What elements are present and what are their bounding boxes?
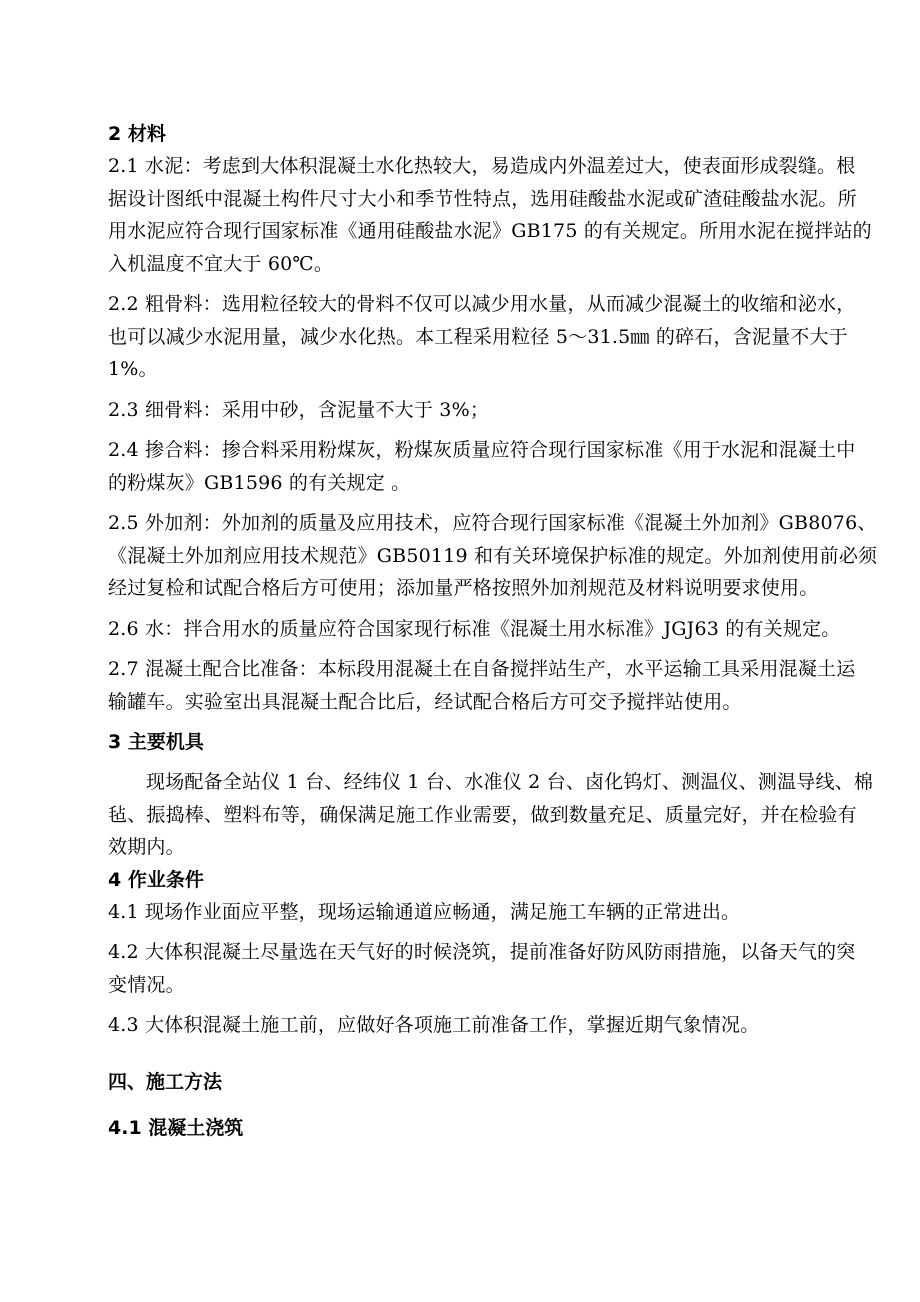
text-line: 变情况。	[108, 973, 185, 996]
text-line: 2.5 外加剂：外加剂的质量及应用技术，应符合现行国家标准《混凝土外加剂》GB8076、	[108, 512, 877, 534]
text-line: 的粉煤灰》GB1596 的有关规定 。	[108, 471, 411, 494]
paragraph-additive	[108, 507, 878, 605]
text-line: 据设计图纸中混凝土构件尺寸大小和季节性特点，选用硅酸盐水泥或矿渣硅酸盐水泥。所	[108, 187, 857, 210]
paragraph-admixture	[108, 434, 856, 499]
paragraph-condition-1	[108, 896, 832, 929]
paragraph-water	[108, 613, 841, 646]
section-heading-materials: 2 材料	[108, 123, 166, 145]
text-line: 4.1 现场作业面应平整，现场运输通道应畅通，满足施工车辆的正常进出。	[108, 900, 741, 923]
paragraph-equipment	[108, 766, 874, 864]
text-line: 用水泥应符合现行国家标准《通用硅酸盐水泥》GB175 的有关规定。所用水泥在搅拌站的	[108, 220, 872, 242]
text-line: 2.3 细骨料：采用中砂，含泥量不大于 3%；	[108, 398, 490, 421]
text-line: 入机温度不宜大于 60℃。	[108, 252, 334, 275]
document-page	[108, 118, 878, 1144]
text-line: 1%。	[108, 358, 158, 380]
paragraph-fine-aggregate	[108, 394, 832, 427]
section-heading-construction-method: 四、施工方法	[108, 1070, 223, 1093]
text-line: 效期内。	[108, 836, 185, 858]
paragraph-condition-3	[108, 1009, 832, 1042]
section-heading-concrete-pouring: 4.1 混凝土浇筑	[108, 1116, 244, 1139]
section-heading-equipment: 3 主要机具	[108, 731, 204, 753]
text-line: 经过复检和试配合格后方可使用；添加量严格按照外加剂规范及材料说明要求使用。	[108, 577, 819, 599]
text-line: 2.6 水：拌合用水的质量应符合国家现行标准《混凝土用水标准》JGJ63 的有关规定。	[108, 617, 841, 640]
text-line: 4.3 大体积混凝土施工前，应做好各项施工前准备工作，掌握近期气象情况。	[108, 1014, 760, 1036]
paragraph-mix-ratio	[108, 653, 856, 718]
text-line: 2.2 粗骨料：选用粒径较大的骨料不仅可以减少用水量，从而减少混凝土的收缩和泌水，	[108, 293, 856, 315]
text-line: 也可以减少水泥用量，减少水化热。本工程采用粒径 5～31.5㎜ 的碎石，含泥量不大于	[108, 325, 848, 348]
paragraph-condition-2	[108, 936, 856, 1001]
text-line: 2.4 掺合料：掺合料采用粉煤灰，粉煤灰质量应符合现行国家标准《用于水泥和混凝土中	[108, 439, 856, 461]
text-line: 4.2 大体积混凝土尽量选在天气好的时候浇筑，提前准备好防风防雨措施，以备天气的突	[108, 941, 856, 963]
text-line: 《混凝土外加剂应用技术规范》GB50119 和有关环境保护标准的规定。外加剂使用前必须	[108, 544, 878, 567]
section-heading-work-conditions: 4 作业条件	[108, 868, 204, 891]
paragraph-coarse-aggregate	[108, 288, 856, 386]
paragraph-cement	[108, 150, 872, 280]
text-line: 现场配备全站仪 1 台、经纬仪 1 台、水准仪 2 台、卤化钨灯、测温仪、测温导线、棉	[146, 771, 874, 793]
text-line: 输罐车。实验室出具混凝土配合比后，经试配合格后方可交予搅拌站使用。	[108, 690, 742, 713]
text-line: 2.1 水泥：考虑到大体积混凝土水化热较大，易造成内外温差过大，使表面形成裂缝。根	[108, 155, 856, 177]
text-line: 2.7 混凝土配合比准备：本标段用混凝土在自备搅拌站生产，水平运输工具采用混凝土运	[108, 658, 856, 680]
text-line: 毡、振捣棒、塑料布等，确保满足施工作业需要，做到数量充足、质量完好，并在检验有	[108, 803, 857, 826]
